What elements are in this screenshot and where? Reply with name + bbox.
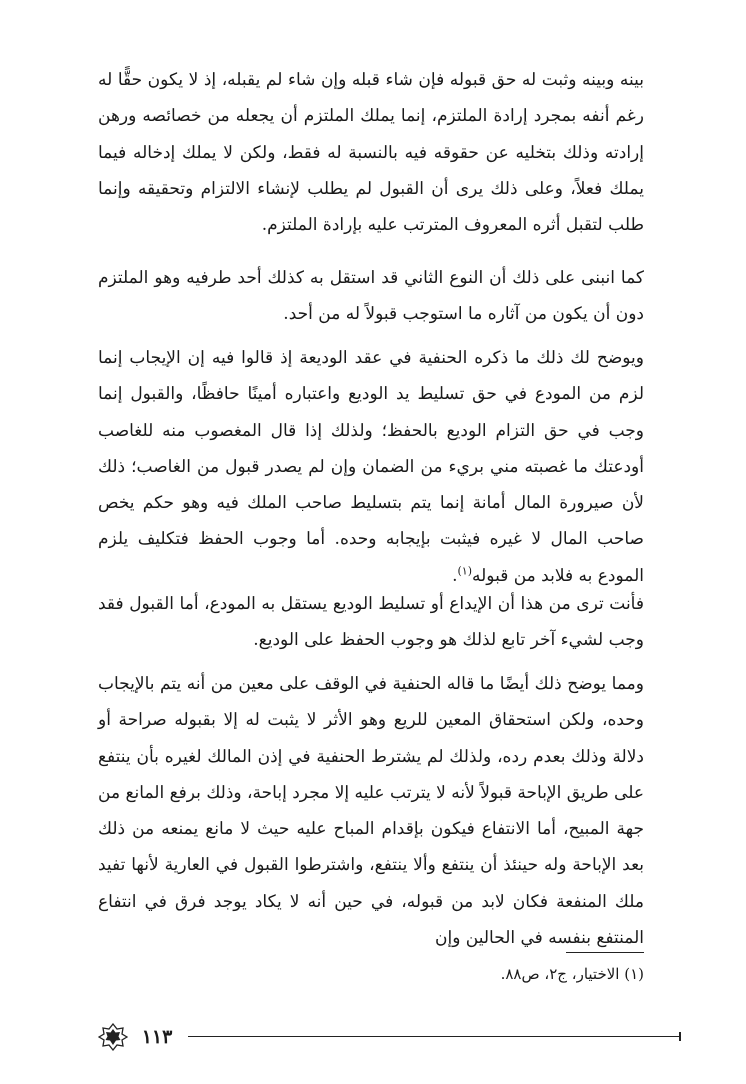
paragraph-text: كما انبنى على ذلك أن النوع الثاني قد استقل به كذلك أحد طرفيه وهو الملتزم دون أن يكون من آثاره ما استوجب قبولاً له من أحد. bbox=[98, 268, 644, 325]
body-paragraph-1 bbox=[98, 62, 644, 243]
body-paragraph-3 bbox=[98, 340, 644, 594]
footnote-separator bbox=[566, 952, 644, 953]
paragraph-text: بينه وبينه وثبت له حق قبوله فإن شاء قبله وإن شاء لم يقبله، إذ لا يكون حقًّا له رغم أنفه بمجرد إرادة الملتزم، إنما يملك الملتزم أن يجعله من خصائصه ورهن إرادته وذلك بتخليه عن حقوقه فيه بالنسبة له فقط، ولكن لا يملك إدخاله فيما يملك فعلاً، وعلى ذلك يرى أن القبول لم يطلب لإنشاء الالتزام وتحقيقه وإنما طلب لتقبل أثره المعروف المترتب عليه بإرادة الملتزم. bbox=[98, 70, 644, 236]
page-footer bbox=[96, 1022, 644, 1052]
body-paragraph-2 bbox=[98, 260, 644, 333]
footnote-reference[interactable]: (١) bbox=[457, 564, 472, 578]
footer-rule bbox=[188, 1036, 680, 1037]
paragraph-text: فأنت ترى من هذا أن الإيداع أو تسليط الوديع يستقل به المودع، أما القبول فقد وجب لشيء آخر تابع لذلك هو وجوب الحفظ على الوديع. bbox=[98, 594, 644, 651]
paragraph-text-end: . bbox=[452, 565, 458, 586]
footer-rule-end bbox=[679, 1032, 681, 1041]
paragraph-text bbox=[98, 340, 644, 594]
paragraph-text-main: ويوضح لك ذلك ما ذكره الحنفية في عقد الوديعة إذ قالوا فيه إن الإيجاب إنما لزم من المودع في حق تسليط يد الوديع واعتباره أمينًا حافظًا، والقبول إنما وجب في حق التزام الوديع بالحفظ؛ ولذلك إذا قال المغصوب منه للغاصب أودعتك ما غصبته مني بريء من الضمان وإن لم يصدر قبول من الغاصب؛ ذلك لأن صيرورة المال أمانة إنما يتم بتسليط صاحب الملك فيه وهو حكم يخص صاحب المال لا غيره فيثبت بإيجابه وحده. أما وجوب الحفظ فتكليف يلزم المودع به فلابد من قبوله bbox=[98, 348, 644, 586]
body-paragraph-4 bbox=[98, 586, 644, 659]
footnote: (١) الاختيار، ج٢، ص٨٨. bbox=[500, 965, 644, 983]
page-number: ١١٣ bbox=[141, 1026, 173, 1048]
ornament-icon bbox=[98, 1023, 128, 1051]
body-paragraph-5 bbox=[98, 666, 644, 956]
paragraph-text: ومما يوضح ذلك أيضًا ما قاله الحنفية في الوقف على معين من أنه يتم بالإيجاب وحده، ولكن استحقاق المعين للريع وهو الأثر لا يثبت له إلا بقبوله صراحة أو دلالة وذلك بعدم رده، ولذلك لم يشترط الحنفية في إذن المالك لغيره بأن ينتفع على طريق الإباحة قبولاً لأنه لا يترتب عليه إلا مجرد إباحة، وذلك برفع المانع من جهة المبيح، أما الانتفاع فيكون بإقدام المباح عليه حيث لا مانع يمنعه من ذلك بعد الإباحة وله حينئذ أن ينتفع وألا ينتفع، واشترطوا القبول في العارية لأنها تفيد ملك المنفعة فكان لابد من قبوله، في حين أنه لا يكاد يوجد فرق في انتفاع المنتفع بنفسه في الحالين وإن bbox=[98, 674, 644, 949]
